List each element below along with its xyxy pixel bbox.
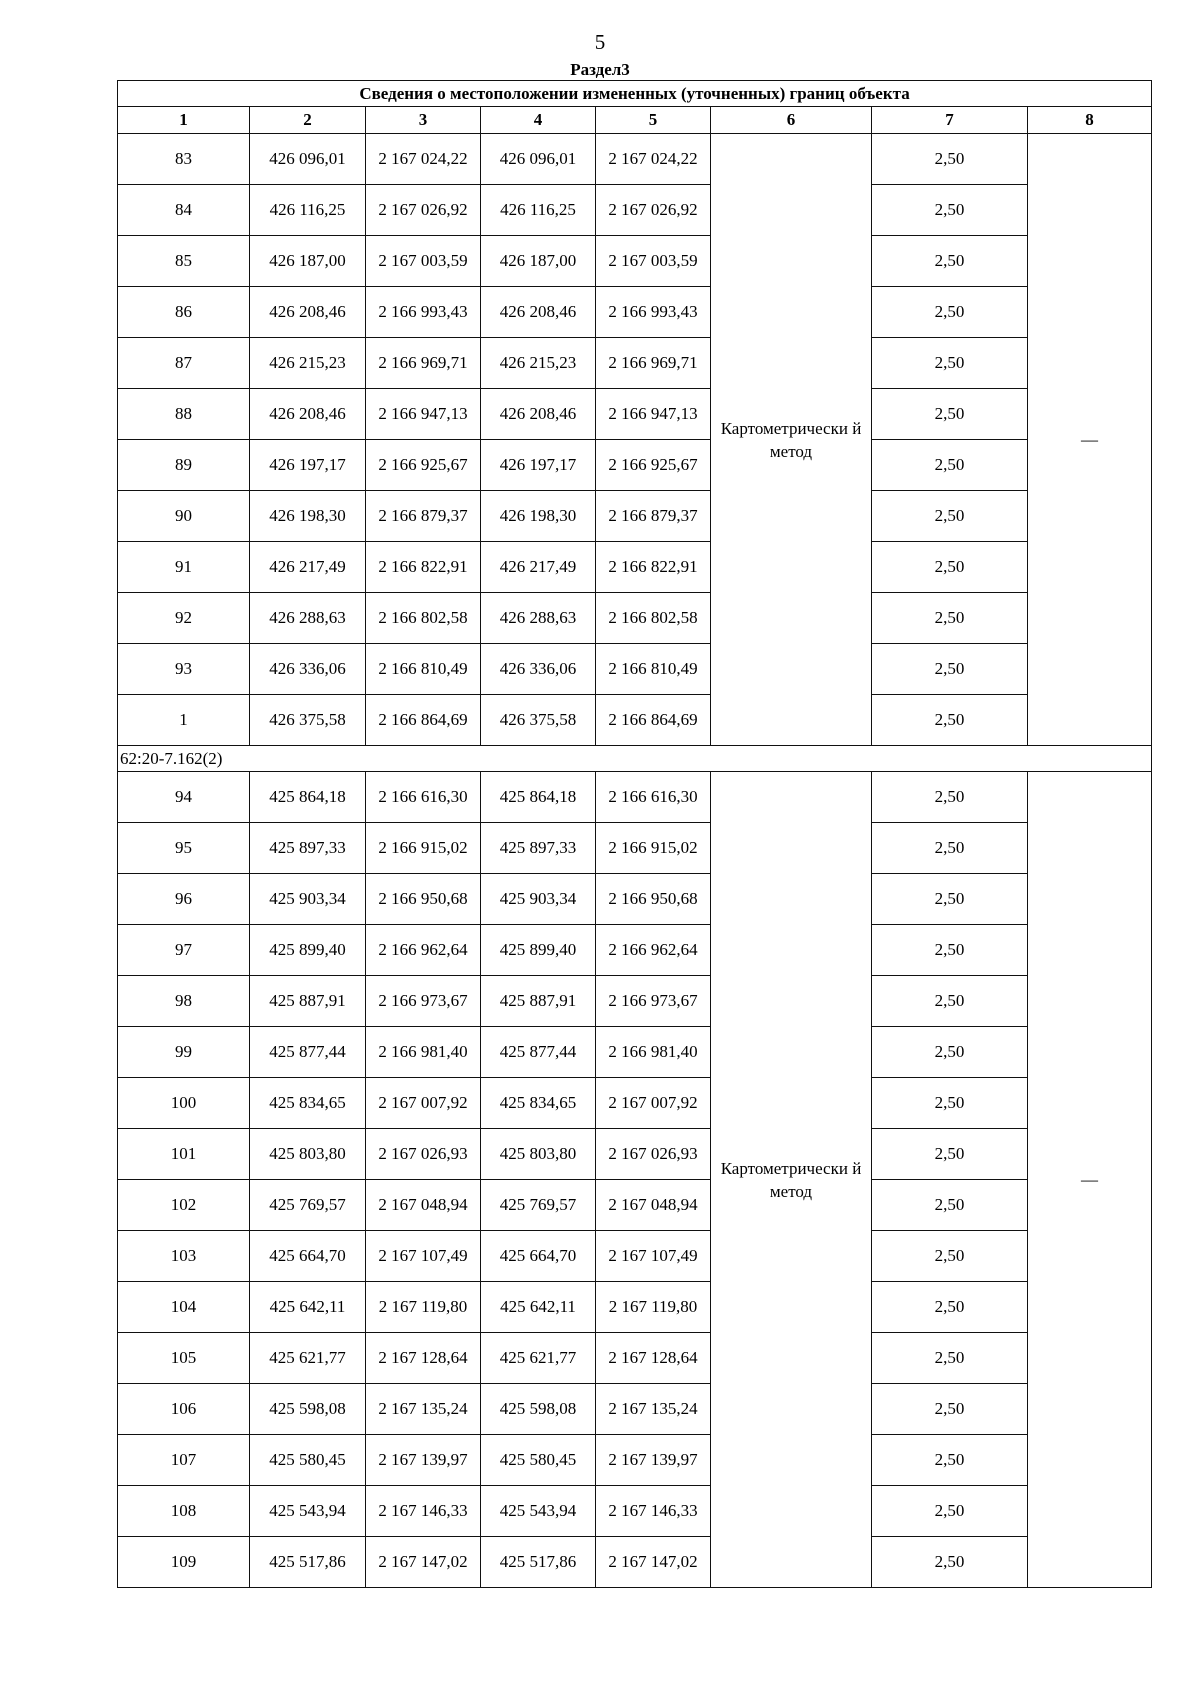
precision-value: 2,50 [872, 976, 1028, 1027]
y-coordinate-new: 2 167 024,22 [596, 134, 711, 185]
table-row [118, 644, 1152, 695]
y-coordinate-new: 2 167 146,33 [596, 1486, 711, 1537]
x-coordinate-existing: 425 803,80 [250, 1129, 366, 1180]
precision-value: 2,50 [872, 1231, 1028, 1282]
column-8-value: — [1028, 134, 1152, 746]
y-coordinate-new: 2 167 135,24 [596, 1384, 711, 1435]
column-number: 8 [1028, 107, 1152, 134]
y-coordinate-existing: 2 166 802,58 [366, 593, 481, 644]
y-coordinate-existing: 2 166 973,67 [366, 976, 481, 1027]
x-coordinate-new: 425 580,45 [481, 1435, 596, 1486]
y-coordinate-new: 2 166 993,43 [596, 287, 711, 338]
x-coordinate-existing: 426 208,46 [250, 389, 366, 440]
boundary-coordinates-table [117, 80, 1152, 1588]
column-number: 2 [250, 107, 366, 134]
y-coordinate-new: 2 167 026,93 [596, 1129, 711, 1180]
y-coordinate-new: 2 167 026,92 [596, 185, 711, 236]
y-coordinate-new: 2 166 925,67 [596, 440, 711, 491]
column-number-row [118, 107, 1152, 134]
y-coordinate-existing: 2 166 969,71 [366, 338, 481, 389]
y-coordinate-existing: 2 166 962,64 [366, 925, 481, 976]
y-coordinate-existing: 2 167 048,94 [366, 1180, 481, 1231]
x-coordinate-new: 425 887,91 [481, 976, 596, 1027]
x-coordinate-existing: 426 215,23 [250, 338, 366, 389]
precision-value: 2,50 [872, 695, 1028, 746]
x-coordinate-new: 425 897,33 [481, 823, 596, 874]
y-coordinate-existing: 2 166 981,40 [366, 1027, 481, 1078]
x-coordinate-existing: 425 598,08 [250, 1384, 366, 1435]
y-coordinate-existing: 2 166 822,91 [366, 542, 481, 593]
y-coordinate-existing: 2 166 993,43 [366, 287, 481, 338]
point-number: 93 [118, 644, 250, 695]
table-row [118, 236, 1152, 287]
table-row [118, 1231, 1152, 1282]
group-label-row [118, 746, 1152, 772]
point-number: 101 [118, 1129, 250, 1180]
precision-value: 2,50 [872, 134, 1028, 185]
table-row [118, 1537, 1152, 1588]
precision-value: 2,50 [872, 772, 1028, 823]
x-coordinate-new: 425 803,80 [481, 1129, 596, 1180]
point-number: 88 [118, 389, 250, 440]
precision-value: 2,50 [872, 925, 1028, 976]
x-coordinate-existing: 425 621,77 [250, 1333, 366, 1384]
table-row [118, 134, 1152, 185]
y-coordinate-existing: 2 166 947,13 [366, 389, 481, 440]
precision-value: 2,50 [872, 1537, 1028, 1588]
point-number: 102 [118, 1180, 250, 1231]
point-number: 84 [118, 185, 250, 236]
precision-value: 2,50 [872, 185, 1028, 236]
x-coordinate-existing: 426 336,06 [250, 644, 366, 695]
x-coordinate-new: 426 217,49 [481, 542, 596, 593]
y-coordinate-new: 2 166 981,40 [596, 1027, 711, 1078]
table-row [118, 542, 1152, 593]
x-coordinate-new: 425 903,34 [481, 874, 596, 925]
y-coordinate-new: 2 166 915,02 [596, 823, 711, 874]
point-number: 97 [118, 925, 250, 976]
point-number: 87 [118, 338, 250, 389]
x-coordinate-existing: 426 375,58 [250, 695, 366, 746]
x-coordinate-existing: 426 096,01 [250, 134, 366, 185]
column-number: 7 [872, 107, 1028, 134]
x-coordinate-existing: 425 543,94 [250, 1486, 366, 1537]
y-coordinate-existing: 2 166 864,69 [366, 695, 481, 746]
table-row [118, 976, 1152, 1027]
y-coordinate-new: 2 166 864,69 [596, 695, 711, 746]
point-number: 90 [118, 491, 250, 542]
y-coordinate-new: 2 166 802,58 [596, 593, 711, 644]
y-coordinate-new: 2 167 128,64 [596, 1333, 711, 1384]
x-coordinate-existing: 426 217,49 [250, 542, 366, 593]
x-coordinate-new: 426 208,46 [481, 389, 596, 440]
x-coordinate-existing: 426 116,25 [250, 185, 366, 236]
point-number: 85 [118, 236, 250, 287]
x-coordinate-new: 425 642,11 [481, 1282, 596, 1333]
precision-value: 2,50 [872, 823, 1028, 874]
precision-value: 2,50 [872, 1078, 1028, 1129]
x-coordinate-existing: 425 834,65 [250, 1078, 366, 1129]
point-number: 95 [118, 823, 250, 874]
table-caption-row [118, 81, 1152, 107]
x-coordinate-new: 426 198,30 [481, 491, 596, 542]
table-row [118, 338, 1152, 389]
point-number: 96 [118, 874, 250, 925]
precision-value: 2,50 [872, 338, 1028, 389]
column-number: 3 [366, 107, 481, 134]
precision-value: 2,50 [872, 593, 1028, 644]
precision-value: 2,50 [872, 874, 1028, 925]
precision-value: 2,50 [872, 440, 1028, 491]
point-number: 100 [118, 1078, 250, 1129]
table-row [118, 1027, 1152, 1078]
x-coordinate-existing: 425 769,57 [250, 1180, 366, 1231]
point-number: 86 [118, 287, 250, 338]
table-row [118, 1282, 1152, 1333]
point-number: 99 [118, 1027, 250, 1078]
y-coordinate-existing: 2 167 026,93 [366, 1129, 481, 1180]
precision-value: 2,50 [872, 389, 1028, 440]
precision-value: 2,50 [872, 1282, 1028, 1333]
determination-method: Картометрически й метод [711, 772, 872, 1588]
section-title: Раздел3 [570, 60, 630, 79]
precision-value: 2,50 [872, 287, 1028, 338]
x-coordinate-existing: 425 897,33 [250, 823, 366, 874]
x-coordinate-new: 426 116,25 [481, 185, 596, 236]
x-coordinate-existing: 425 877,44 [250, 1027, 366, 1078]
table-row [118, 925, 1152, 976]
x-coordinate-new: 426 336,06 [481, 644, 596, 695]
precision-value: 2,50 [872, 1333, 1028, 1384]
x-coordinate-new: 425 598,08 [481, 1384, 596, 1435]
y-coordinate-existing: 2 166 810,49 [366, 644, 481, 695]
y-coordinate-new: 2 166 973,67 [596, 976, 711, 1027]
point-number: 92 [118, 593, 250, 644]
point-number: 98 [118, 976, 250, 1027]
y-coordinate-existing: 2 167 024,22 [366, 134, 481, 185]
precision-value: 2,50 [872, 236, 1028, 287]
x-coordinate-existing: 425 903,34 [250, 874, 366, 925]
x-coordinate-new: 426 288,63 [481, 593, 596, 644]
y-coordinate-new: 2 166 969,71 [596, 338, 711, 389]
table-row [118, 1129, 1152, 1180]
x-coordinate-new: 426 096,01 [481, 134, 596, 185]
point-number: 91 [118, 542, 250, 593]
y-coordinate-existing: 2 166 879,37 [366, 491, 481, 542]
x-coordinate-existing: 426 197,17 [250, 440, 366, 491]
y-coordinate-new: 2 166 810,49 [596, 644, 711, 695]
y-coordinate-new: 2 167 048,94 [596, 1180, 711, 1231]
column-number: 4 [481, 107, 596, 134]
table-row [118, 593, 1152, 644]
x-coordinate-new: 426 187,00 [481, 236, 596, 287]
y-coordinate-new: 2 166 616,30 [596, 772, 711, 823]
table-row [118, 1180, 1152, 1231]
column-number: 5 [596, 107, 711, 134]
y-coordinate-existing: 2 167 107,49 [366, 1231, 481, 1282]
table-row [118, 874, 1152, 925]
table-row [118, 1333, 1152, 1384]
x-coordinate-existing: 425 664,70 [250, 1231, 366, 1282]
table-row [118, 389, 1152, 440]
column-number: 6 [711, 107, 872, 134]
x-coordinate-existing: 426 198,30 [250, 491, 366, 542]
x-coordinate-new: 425 664,70 [481, 1231, 596, 1282]
column-number: 1 [118, 107, 250, 134]
table-row [118, 287, 1152, 338]
x-coordinate-existing: 425 517,86 [250, 1537, 366, 1588]
x-coordinate-new: 426 215,23 [481, 338, 596, 389]
y-coordinate-new: 2 167 139,97 [596, 1435, 711, 1486]
point-number: 104 [118, 1282, 250, 1333]
x-coordinate-new: 425 769,57 [481, 1180, 596, 1231]
table-row [118, 772, 1152, 823]
y-coordinate-new: 2 167 147,02 [596, 1537, 711, 1588]
y-coordinate-existing: 2 166 915,02 [366, 823, 481, 874]
y-coordinate-new: 2 167 119,80 [596, 1282, 711, 1333]
precision-value: 2,50 [872, 1384, 1028, 1435]
y-coordinate-existing: 2 167 147,02 [366, 1537, 481, 1588]
precision-value: 2,50 [872, 644, 1028, 695]
table-row [118, 695, 1152, 746]
y-coordinate-new: 2 166 822,91 [596, 542, 711, 593]
table-body [118, 81, 1152, 1588]
precision-value: 2,50 [872, 1180, 1028, 1231]
point-number: 1 [118, 695, 250, 746]
y-coordinate-existing: 2 167 007,92 [366, 1078, 481, 1129]
y-coordinate-existing: 2 167 003,59 [366, 236, 481, 287]
y-coordinate-existing: 2 167 139,97 [366, 1435, 481, 1486]
y-coordinate-existing: 2 167 135,24 [366, 1384, 481, 1435]
y-coordinate-new: 2 166 950,68 [596, 874, 711, 925]
y-coordinate-existing: 2 167 119,80 [366, 1282, 481, 1333]
table-caption: Сведения о местоположении измененных (уточненных) границ объекта [118, 81, 1152, 107]
determination-method: Картометрически й метод [711, 134, 872, 746]
precision-value: 2,50 [872, 1486, 1028, 1537]
precision-value: 2,50 [872, 1435, 1028, 1486]
point-number: 106 [118, 1384, 250, 1435]
x-coordinate-existing: 426 288,63 [250, 593, 366, 644]
y-coordinate-existing: 2 166 950,68 [366, 874, 481, 925]
x-coordinate-new: 425 899,40 [481, 925, 596, 976]
x-coordinate-existing: 426 208,46 [250, 287, 366, 338]
point-number: 109 [118, 1537, 250, 1588]
table-row [118, 1078, 1152, 1129]
x-coordinate-existing: 426 187,00 [250, 236, 366, 287]
point-number: 89 [118, 440, 250, 491]
table-row [118, 1486, 1152, 1537]
x-coordinate-existing: 425 887,91 [250, 976, 366, 1027]
point-number: 94 [118, 772, 250, 823]
x-coordinate-existing: 425 642,11 [250, 1282, 366, 1333]
column-8-value: — [1028, 772, 1152, 1588]
y-coordinate-new: 2 166 962,64 [596, 925, 711, 976]
point-number: 103 [118, 1231, 250, 1282]
y-coordinate-existing: 2 167 026,92 [366, 185, 481, 236]
page-number: 5 [594, 30, 606, 54]
y-coordinate-existing: 2 167 128,64 [366, 1333, 481, 1384]
x-coordinate-existing: 425 899,40 [250, 925, 366, 976]
x-coordinate-new: 425 834,65 [481, 1078, 596, 1129]
point-number: 108 [118, 1486, 250, 1537]
y-coordinate-existing: 2 166 925,67 [366, 440, 481, 491]
x-coordinate-new: 426 375,58 [481, 695, 596, 746]
y-coordinate-new: 2 167 003,59 [596, 236, 711, 287]
x-coordinate-new: 425 621,77 [481, 1333, 596, 1384]
x-coordinate-existing: 425 864,18 [250, 772, 366, 823]
table-row [118, 185, 1152, 236]
point-number: 105 [118, 1333, 250, 1384]
point-number: 83 [118, 134, 250, 185]
x-coordinate-new: 425 543,94 [481, 1486, 596, 1537]
y-coordinate-existing: 2 167 146,33 [366, 1486, 481, 1537]
precision-value: 2,50 [872, 1129, 1028, 1180]
group-label: 62:20-7.162(2) [118, 746, 1152, 772]
y-coordinate-new: 2 167 107,49 [596, 1231, 711, 1282]
precision-value: 2,50 [872, 491, 1028, 542]
point-number: 107 [118, 1435, 250, 1486]
table-row [118, 1435, 1152, 1486]
y-coordinate-new: 2 166 879,37 [596, 491, 711, 542]
precision-value: 2,50 [872, 542, 1028, 593]
y-coordinate-new: 2 166 947,13 [596, 389, 711, 440]
table-row [118, 440, 1152, 491]
table-row [118, 491, 1152, 542]
x-coordinate-existing: 425 580,45 [250, 1435, 366, 1486]
y-coordinate-existing: 2 166 616,30 [366, 772, 481, 823]
x-coordinate-new: 425 864,18 [481, 772, 596, 823]
precision-value: 2,50 [872, 1027, 1028, 1078]
y-coordinate-new: 2 167 007,92 [596, 1078, 711, 1129]
x-coordinate-new: 426 208,46 [481, 287, 596, 338]
table-row [118, 1384, 1152, 1435]
x-coordinate-new: 425 877,44 [481, 1027, 596, 1078]
table-row [118, 823, 1152, 874]
x-coordinate-new: 425 517,86 [481, 1537, 596, 1588]
x-coordinate-new: 426 197,17 [481, 440, 596, 491]
